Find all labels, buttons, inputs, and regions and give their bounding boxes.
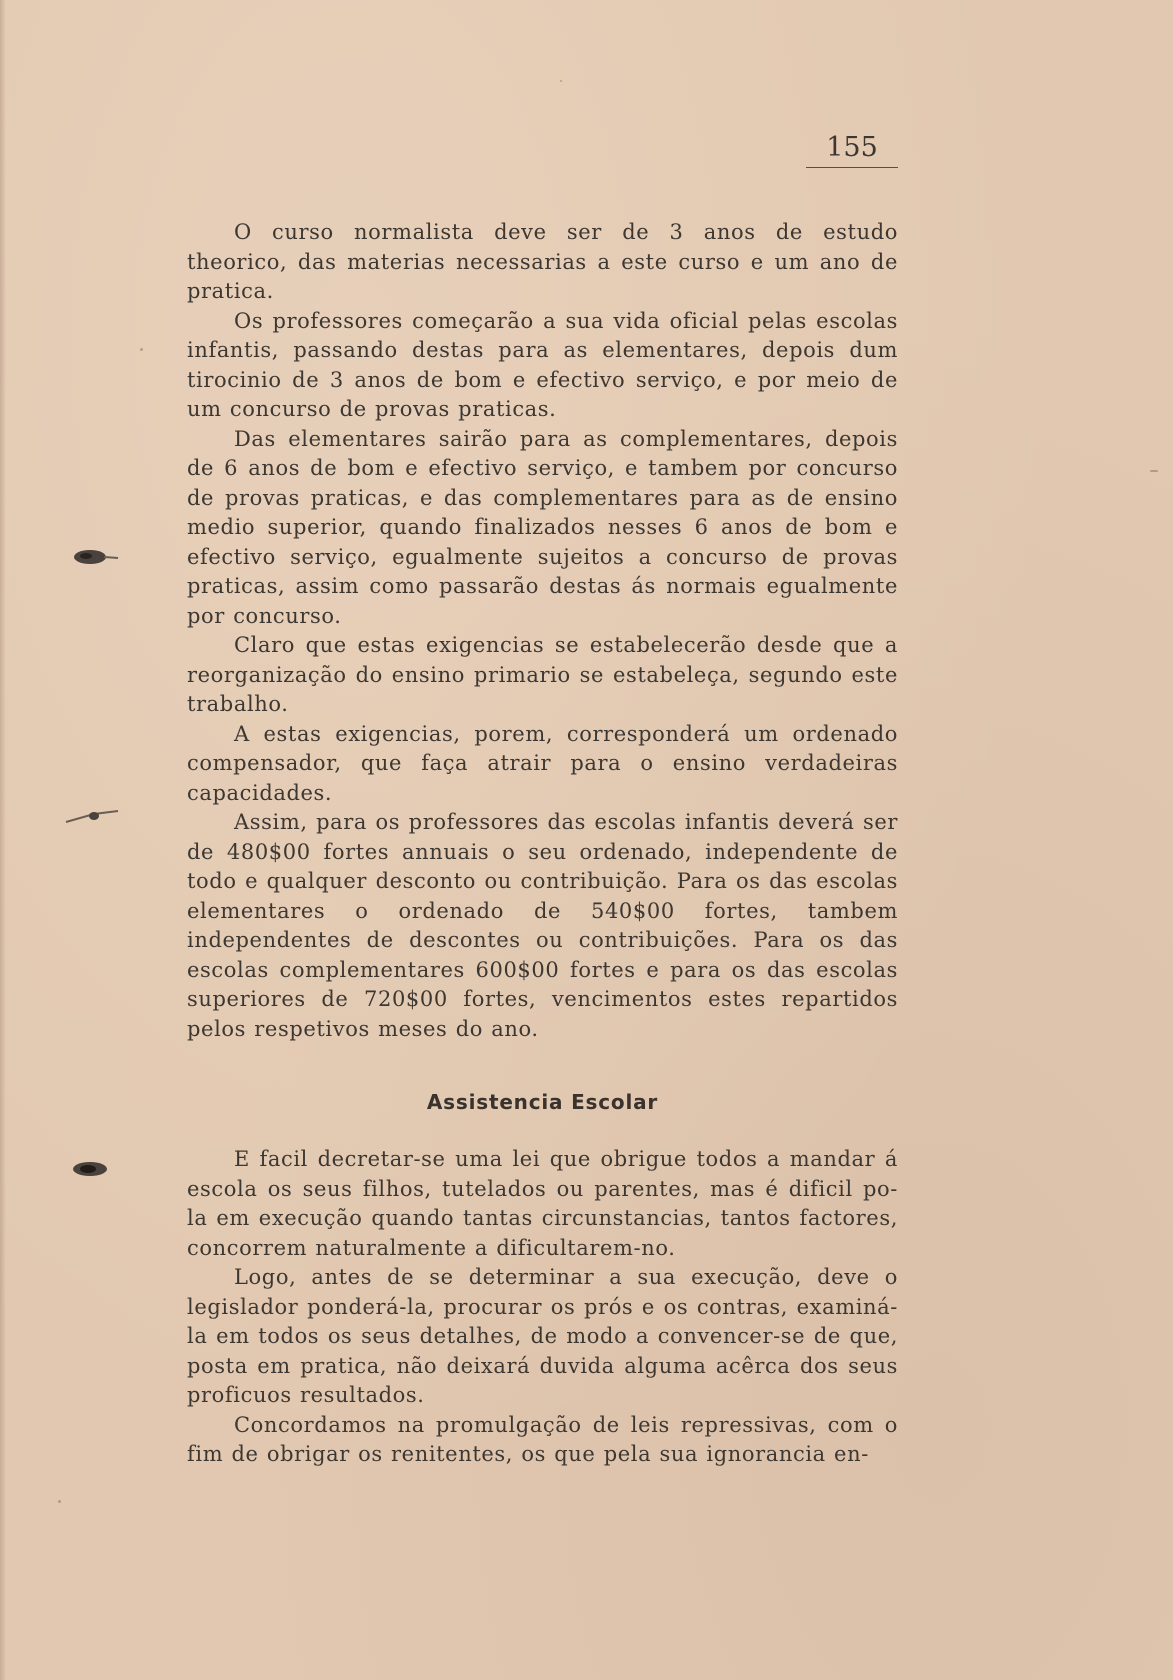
paper-speck	[140, 348, 143, 351]
paragraph: Os professores começarão a sua vida oficial pelas escolas infantis, passando destas para as elementares, depois dum tirocinio de 3 anos de bom e efectivo serviço, e por meio de um concurso de provas praticas.	[187, 308, 898, 421]
paragraph: O curso normalista deve ser de 3 anos de estudo theorico, das materias necessarias a este curso e um ano de pratica.	[187, 220, 898, 303]
paragraph: Logo, antes de se determinar a sua execução, deve o legislador ponderá-la, procurar os prós e os contras, examiná-la em todos os seus detalhes, de modo a convencer-se de que, posta em pratica, não deixará duvida alguma acêrca dos seus proficuos resultados.	[187, 1265, 898, 1407]
paragraph: A estas exigencias, porem, corresponderá um ordenado compensador, que faça atrair para o ensino verdadeiras capacidades.	[187, 721, 898, 805]
paragraph: E facil decretar-se uma lei que obrigue todos a mandar á escola os seus filhos, tutelados ou parentes, mas é dificil po-la em execução quando tantas circunstancias, tantos factores, concorrem naturalmente a dificultarem-no.	[187, 1147, 898, 1260]
paper-speck	[1150, 470, 1158, 472]
paragraph: Das elementares sairão para as complementares, depois de 6 anos de bom e efectivo serviço, e tambem por concurso de provas praticas, e das complementares para as de ensino medio superior, quando finalizados nesses 6 anos de bom e efectivo serviço, egualmente sujeitos a concurso de provas praticas, assim como passarão destas ás normais egualmente por concurso.	[187, 426, 898, 628]
body-text-bottom	[187, 1145, 898, 1470]
page-number: 155	[806, 132, 898, 168]
paragraph: Claro que estas exigencias se estabelecerão desde que a reorganização do ensino primario se estabeleça, segundo este trabalho.	[187, 633, 898, 716]
paragraph: Assim, para os professores das escolas infantis deverá ser de 480$00 fortes annuais o seu ordenado, independente de todo e qualquer desconto ou contribuição. Para os das escolas elementares o ordenado de 540$00 fortes, tambem independentes de descontes ou contribuições. Para os das escolas complementares 600$00 fortes e para os das escolas superiores de 720$00 fortes, vencimentos estes repartidos pelos respetivos meses do ano.	[187, 810, 898, 1041]
binding-hole-icon	[64, 808, 120, 826]
body-text-top	[187, 218, 898, 1044]
section-heading: Assistencia Escolar	[426, 1090, 659, 1114]
paper-speck	[58, 1500, 61, 1503]
paper-speck	[560, 80, 562, 82]
page-edge-shadow	[0, 0, 6, 1680]
binding-hole-icon	[64, 1160, 120, 1178]
binding-hole-icon	[64, 548, 120, 566]
paragraph: Concordamos na promulgação de leis repressivas, com o fim de obrigar os renitentes, os que pela sua ignorancia en-	[187, 1412, 898, 1466]
